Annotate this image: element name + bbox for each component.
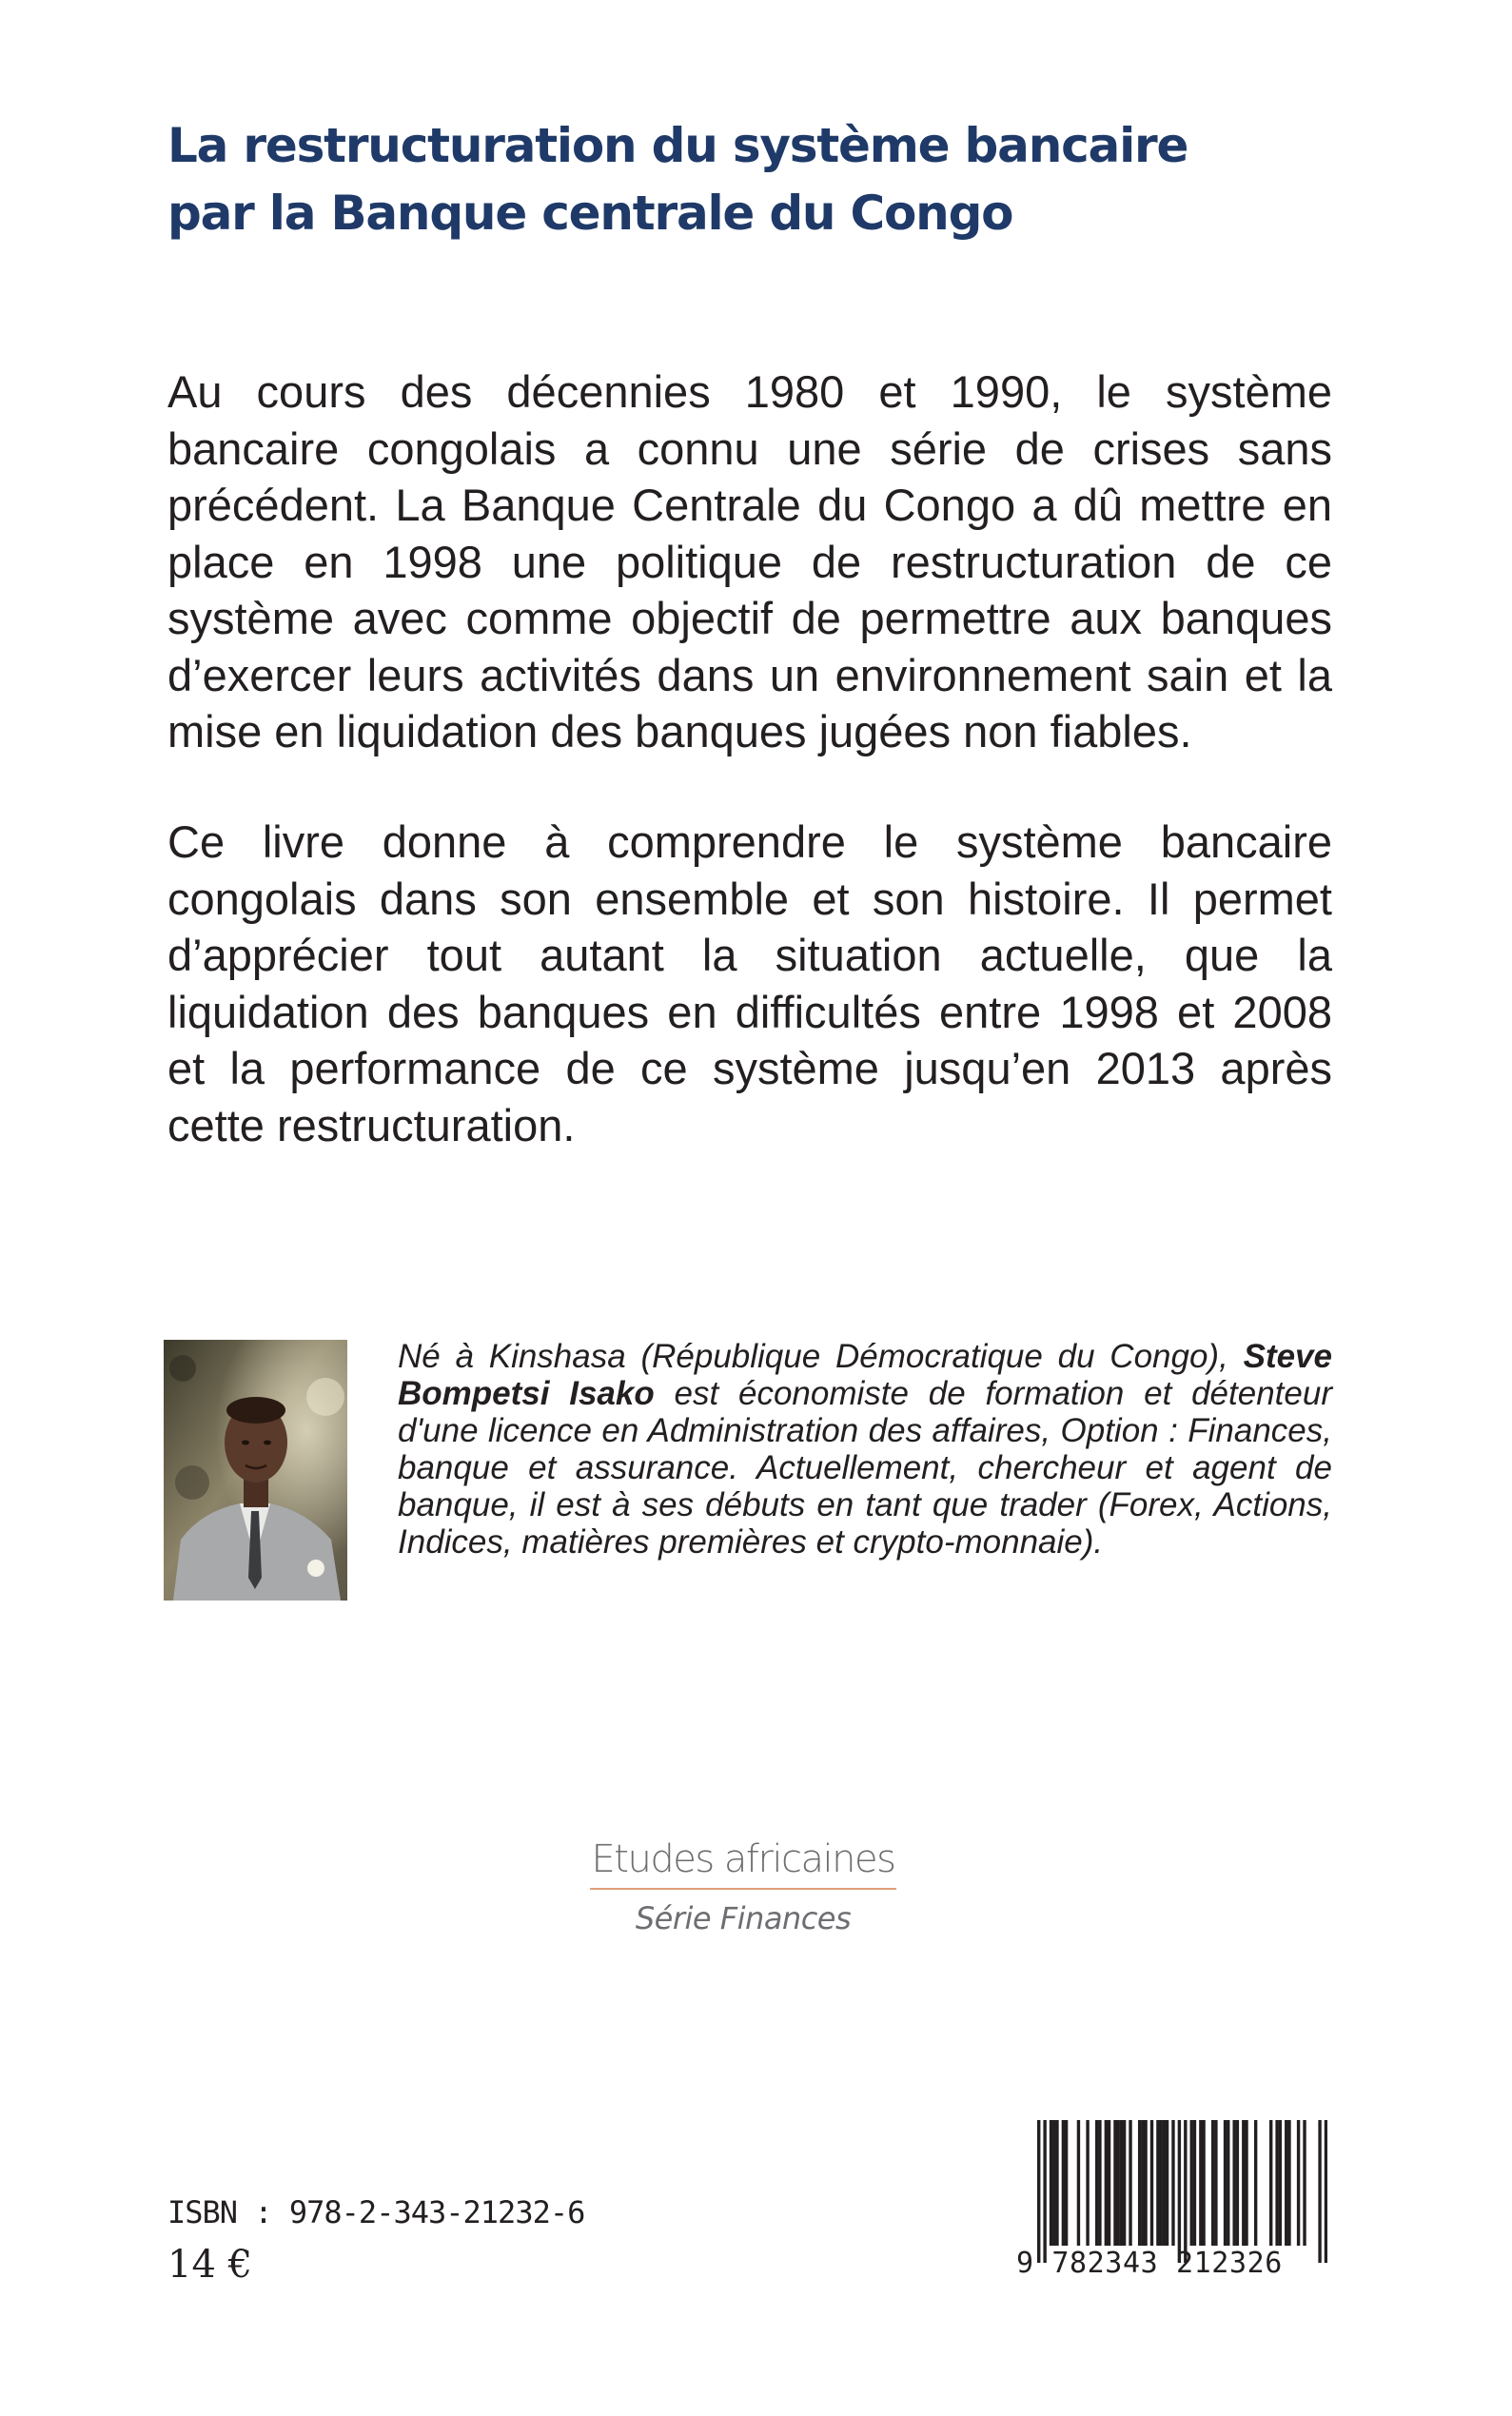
collection-divider: [590, 1888, 896, 1890]
barcode-bar: [1193, 2120, 1196, 2246]
barcode-bar: [1287, 2120, 1290, 2246]
barcode-bar: [1245, 2120, 1247, 2246]
barcode-bar: [1120, 2120, 1123, 2246]
barcode-digits: 9 782343 212326: [1016, 2247, 1283, 2280]
collection-logo: [590, 1837, 896, 1937]
barcode-bar: [1062, 2120, 1065, 2246]
barcode-bar: [1166, 2120, 1168, 2246]
author-portrait-image: [164, 1340, 347, 1601]
summary-paragraph-1: Au cours des décennies 1980 et 1990, le système bancaire congolais a connu une série de crises sans précédent. La Banque Centrale du Congo a dû mettre en place en 1998 une politique de restructuration de ce système avec comme objectif de permettre aux banques d’exercer leurs activités dans un environnement sain et la mise en liquidation des banques jugées non fiables.: [167, 366, 1332, 756]
barcode-bar: [1232, 2120, 1235, 2246]
isbn-barcode: [1016, 2120, 1330, 2278]
barcode-bar: [1224, 2120, 1227, 2246]
barcode-bar: [1129, 2120, 1131, 2246]
barcode-bar: [1163, 2120, 1166, 2246]
barcode-bar: [1065, 2120, 1068, 2246]
barcode-bar: [1095, 2120, 1098, 2246]
author-bio-intro: Né à Kinshasa (République Démocratique du Congo),: [398, 1338, 1228, 1375]
barcode-bar: [1116, 2120, 1119, 2246]
barcode-bar: [1123, 2120, 1126, 2246]
barcode-bar: [1105, 2120, 1108, 2246]
barcode-bar: [1138, 2120, 1141, 2246]
barcode-bar: [1190, 2120, 1193, 2246]
barcode-bar: [1275, 2120, 1278, 2246]
barcode-bar: [1159, 2120, 1162, 2246]
barcode-bar: [1098, 2120, 1101, 2246]
title-line-1: La restructuration du système bancaire: [167, 118, 1188, 173]
barcode-bar: [1144, 2120, 1147, 2246]
barcode-bars: [1037, 2120, 1327, 2263]
barcode-bar: [1242, 2120, 1245, 2246]
barcode-bar: [1050, 2120, 1052, 2246]
barcode-bar: [1077, 2120, 1080, 2246]
barcode-bar: [1037, 2120, 1040, 2263]
barcode-bar: [1052, 2120, 1055, 2246]
barcode-bar: [1297, 2120, 1300, 2246]
barcode-bar: [1214, 2120, 1217, 2246]
barcode-bar: [1236, 2120, 1239, 2246]
collection-name: Etudes africaines: [591, 1837, 895, 1881]
barcode-bar: [1156, 2120, 1159, 2246]
barcode-bar: [1184, 2120, 1187, 2263]
barcode-bar: [1171, 2120, 1174, 2246]
barcode-bar: [1285, 2120, 1287, 2246]
barcode-bar: [1325, 2120, 1327, 2263]
barcode-bar: [1318, 2120, 1321, 2263]
barcode-bar: [1254, 2120, 1257, 2246]
barcode-bar: [1202, 2120, 1205, 2246]
barcode-bar: [1141, 2120, 1144, 2246]
collection-series: Série Finances: [635, 1900, 852, 1936]
barcode-bar: [1178, 2120, 1181, 2263]
barcode-bar: [1199, 2120, 1202, 2246]
barcode-bar: [1227, 2120, 1229, 2246]
price: 14 €: [167, 2243, 253, 2287]
author-bio-rest: est économiste de formation et détenteur d'une licence en Administration des affaires, Option : Finances, banque et assurance. Actuellement, chercheur et agent de banque, il est à ses débuts en tant que trader (Forex, Actions, Indices, matières premières et crypto-monnaie).: [398, 1375, 1332, 1561]
barcode-bar: [1055, 2120, 1058, 2246]
author-photo: [164, 1340, 347, 1601]
barcode-bar: [1211, 2120, 1214, 2246]
barcode-bar: [1043, 2120, 1046, 2263]
barcode-bar: [1150, 2120, 1153, 2246]
barcode-bar: [1279, 2120, 1282, 2246]
barcode-bar: [1269, 2120, 1272, 2246]
author-bio: [398, 1338, 1332, 1561]
barcode-bar: [1086, 2120, 1089, 2246]
barcode-bar: [1113, 2120, 1116, 2246]
barcode-bar: [1108, 2120, 1110, 2246]
isbn-number: ISBN : 978-2-343-21232-6: [167, 2194, 585, 2230]
book-title: [167, 112, 1357, 247]
barcode-bar: [1303, 2120, 1306, 2246]
summary-paragraph-2: Ce livre donne à comprendre le système bancaire congolais dans son ensemble et son histoire. Il permet d’apprécier tout autant la situation actuelle, que la liquidation des banques en difficultés entre 1998 et 2008 et la performance de ce système jusqu’en 2013 après cette restructuration.: [167, 816, 1332, 1150]
author-name: Steve Bompetsi Isako: [398, 1338, 1332, 1412]
title-line-2: par la Banque centrale du Congo: [167, 186, 1013, 241]
